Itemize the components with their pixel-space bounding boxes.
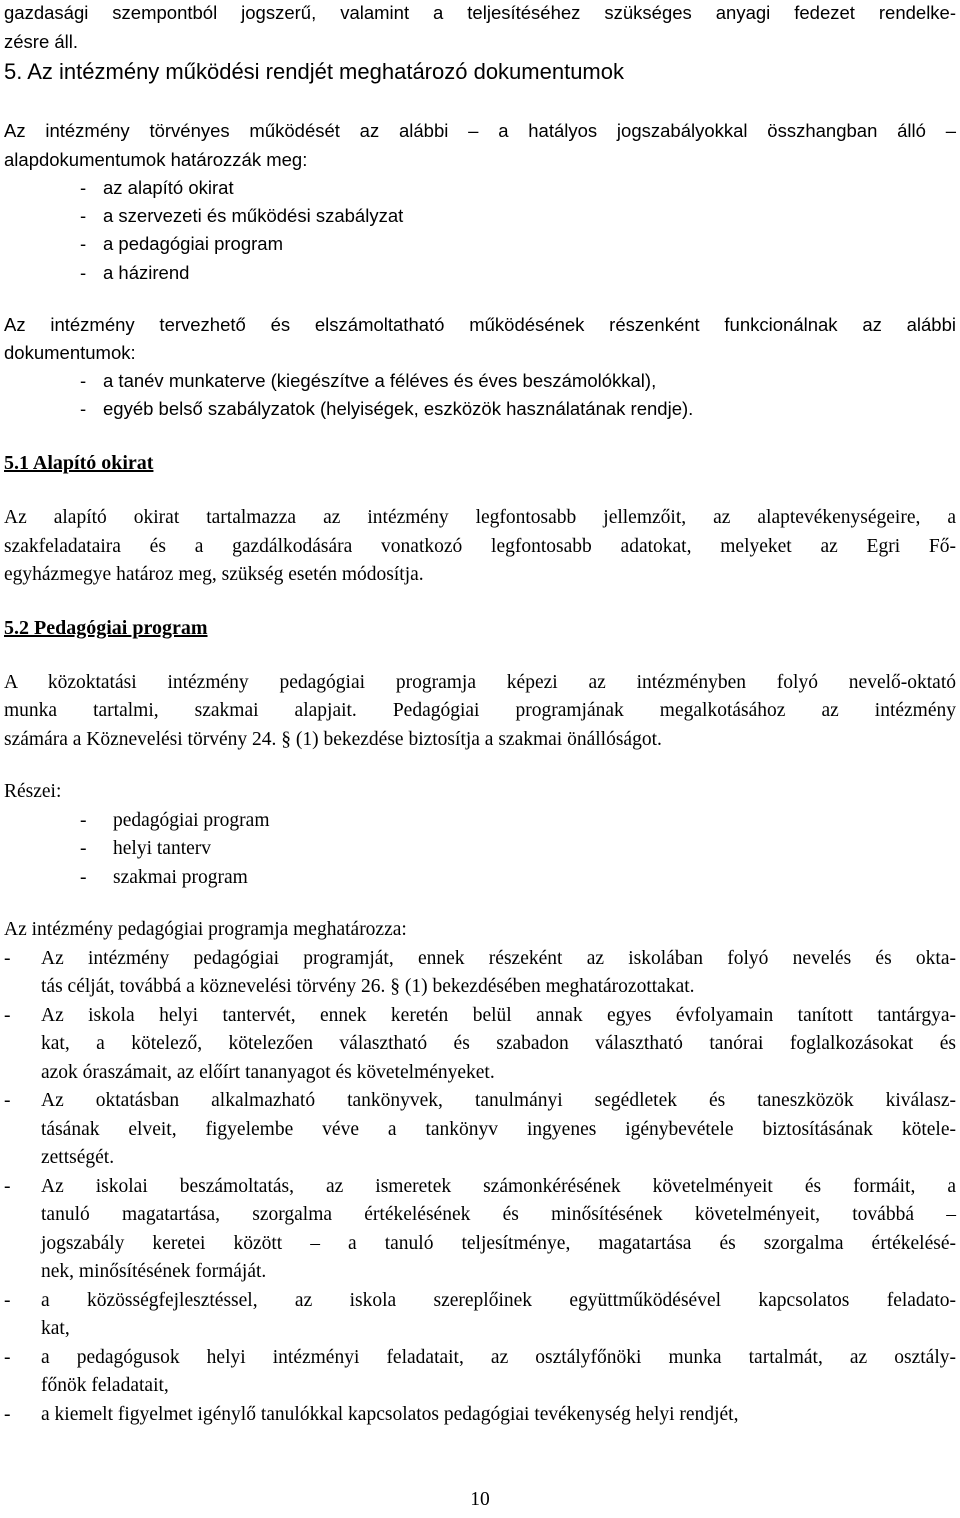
program-item-4-line2: tanuló magatartása, szorgalma értékelésének és minősítésének követelményeit, továbbá – [41,1204,956,1225]
section-5-para2-line2: dokumentumok: [4,342,136,363]
list-dash: - [80,810,87,831]
meghatarozza-intro: Az intézmény pedagógiai programja meghatározza: [4,919,407,940]
program-item-2-line2: kat, a kötelező, kötelezően választható és szabadon választható tanórai foglalkozásokat és [41,1033,956,1054]
section-5-para2-line1: Az intézmény tervezhető és elszámoltatható működésének részenként funkcionálnak az alábbi [4,314,956,335]
reszei-label: Részei: [4,781,62,802]
list-dash: - [80,262,87,283]
list-dash: - [4,1404,11,1425]
list-item: a szervezeti és működési szabályzat [103,205,404,226]
program-item-7-line1: a kiemelt figyelmet igénylő tanulókkal kapcsolatos pedagógiai tevékenység helyi rendjét, [41,1404,739,1425]
program-item-3-line3: zettségét. [41,1147,115,1168]
section-5-para1-line2: alapdokumentumok határozzák meg: [4,149,308,170]
program-item-4-line1: Az iskolai beszámoltatás, az ismeretek számonkérésének követelményeit és formáit, a [41,1176,956,1197]
program-item-1-line2: tás célját, továbbá a köznevelési törvény 26. § (1) bekezdésében meghatározottakat. [41,976,695,997]
program-item-5-line2: kat, [41,1318,70,1339]
list-dash: - [4,1090,11,1111]
program-item-3-line2: tásának elveit, figyelembe véve a tankönyv ingyenes igénybevétele biztosításának kötele- [41,1119,956,1140]
list-dash: - [80,233,87,254]
list-item: egyéb belső szabályzatok (helyiségek, eszközök használatának rendje). [103,398,694,419]
list-dash: - [80,867,87,888]
program-item-2-line1: Az iskola helyi tantervét, ennek keretén belül annak egyes évfolyamain tanított tantárgya- [41,1005,956,1026]
section-5-heading: 5. Az intézmény működési rendjét meghatározó dokumentumok [4,59,624,84]
list-dash: - [80,370,87,391]
section-5-1-line1: Az alapító okirat tartalmazza az intézmény legfontosabb jellemzőit, az alaptevékenységeire, a [4,507,956,528]
list-item: az alapító okirat [103,177,234,198]
list-item: a tanév munkaterve (kiegészítve a féléves és éves beszámolókkal), [103,370,657,391]
intro-line-2: zésre áll. [4,31,79,52]
list-dash: - [4,948,11,969]
program-item-5-line1: a közösségfejlesztéssel, az iskola szereplőinek együttműködésével kapcsolatos feladato- [41,1290,956,1311]
list-item: pedagógiai program [113,810,270,831]
intro-line-1: gazdasági szempontból jogszerű, valamint a teljesítéséhez szükséges anyagi fedezet rendelke- [4,2,956,23]
section-5-1-heading: 5.1 Alapító okirat [4,452,154,474]
section-5-para1-line1: Az intézmény törvényes működését az alábbi – a hatályos jogszabályokkal összhangban álló – [4,120,956,141]
list-item: szakmai program [113,867,248,888]
list-item: a házirend [103,262,190,283]
program-item-4-line3: jogszabály keretei között – a tanuló teljesítménye, magatartása és szorgalma értékelésé- [41,1233,956,1254]
section-5-2-line3: számára a Köznevelési törvény 24. § (1) bekezdése biztosítja a szakmai önállóságot. [4,729,662,750]
section-5-1-line3: egyházmegye határoz meg, szükség esetén módosítja. [4,564,424,585]
list-dash: - [80,205,87,226]
list-dash: - [4,1347,11,1368]
program-item-6-line1: a pedagógusok helyi intézményi feladatait, az osztályfőnöki munka tartalmát, az osztály- [41,1347,956,1368]
list-item: a pedagógiai program [103,233,283,254]
list-dash: - [4,1176,11,1197]
list-dash: - [4,1290,11,1311]
list-dash: - [80,398,87,419]
program-item-4-line4: nek, minősítésének formáját. [41,1261,267,1282]
list-item: helyi tanterv [113,838,212,859]
section-5-2-heading: 5.2 Pedagógiai program [4,617,208,639]
list-dash: - [80,177,87,198]
section-5-2-line2: munka tartalmi, szakmai alapjait. Pedagógiai programjának megalkotásához az intézmény [4,700,956,721]
section-5-1-line2: szakfeladataira és a gazdálkodására vonatkozó legfontosabb adatokat, melyeket az Egri Fő- [4,536,956,557]
page-number: 10 [470,1489,490,1510]
program-item-3-line1: Az oktatásban alkalmazható tankönyvek, tanulmányi segédletek és taneszközök kiválasz- [41,1090,956,1111]
program-item-2-line3: azok óraszámait, az előírt tananyagot és követelményeket. [41,1062,495,1083]
program-item-6-line2: főnök feladatait, [41,1375,169,1396]
list-dash: - [80,838,87,859]
list-dash: - [4,1005,11,1026]
program-item-1-line1: Az intézmény pedagógiai programját, ennek részeként az iskolában folyó nevelés és okta- [41,948,956,969]
section-5-2-line1: A közoktatási intézmény pedagógiai programja képezi az intézményben folyó nevelő-oktató [4,672,956,693]
